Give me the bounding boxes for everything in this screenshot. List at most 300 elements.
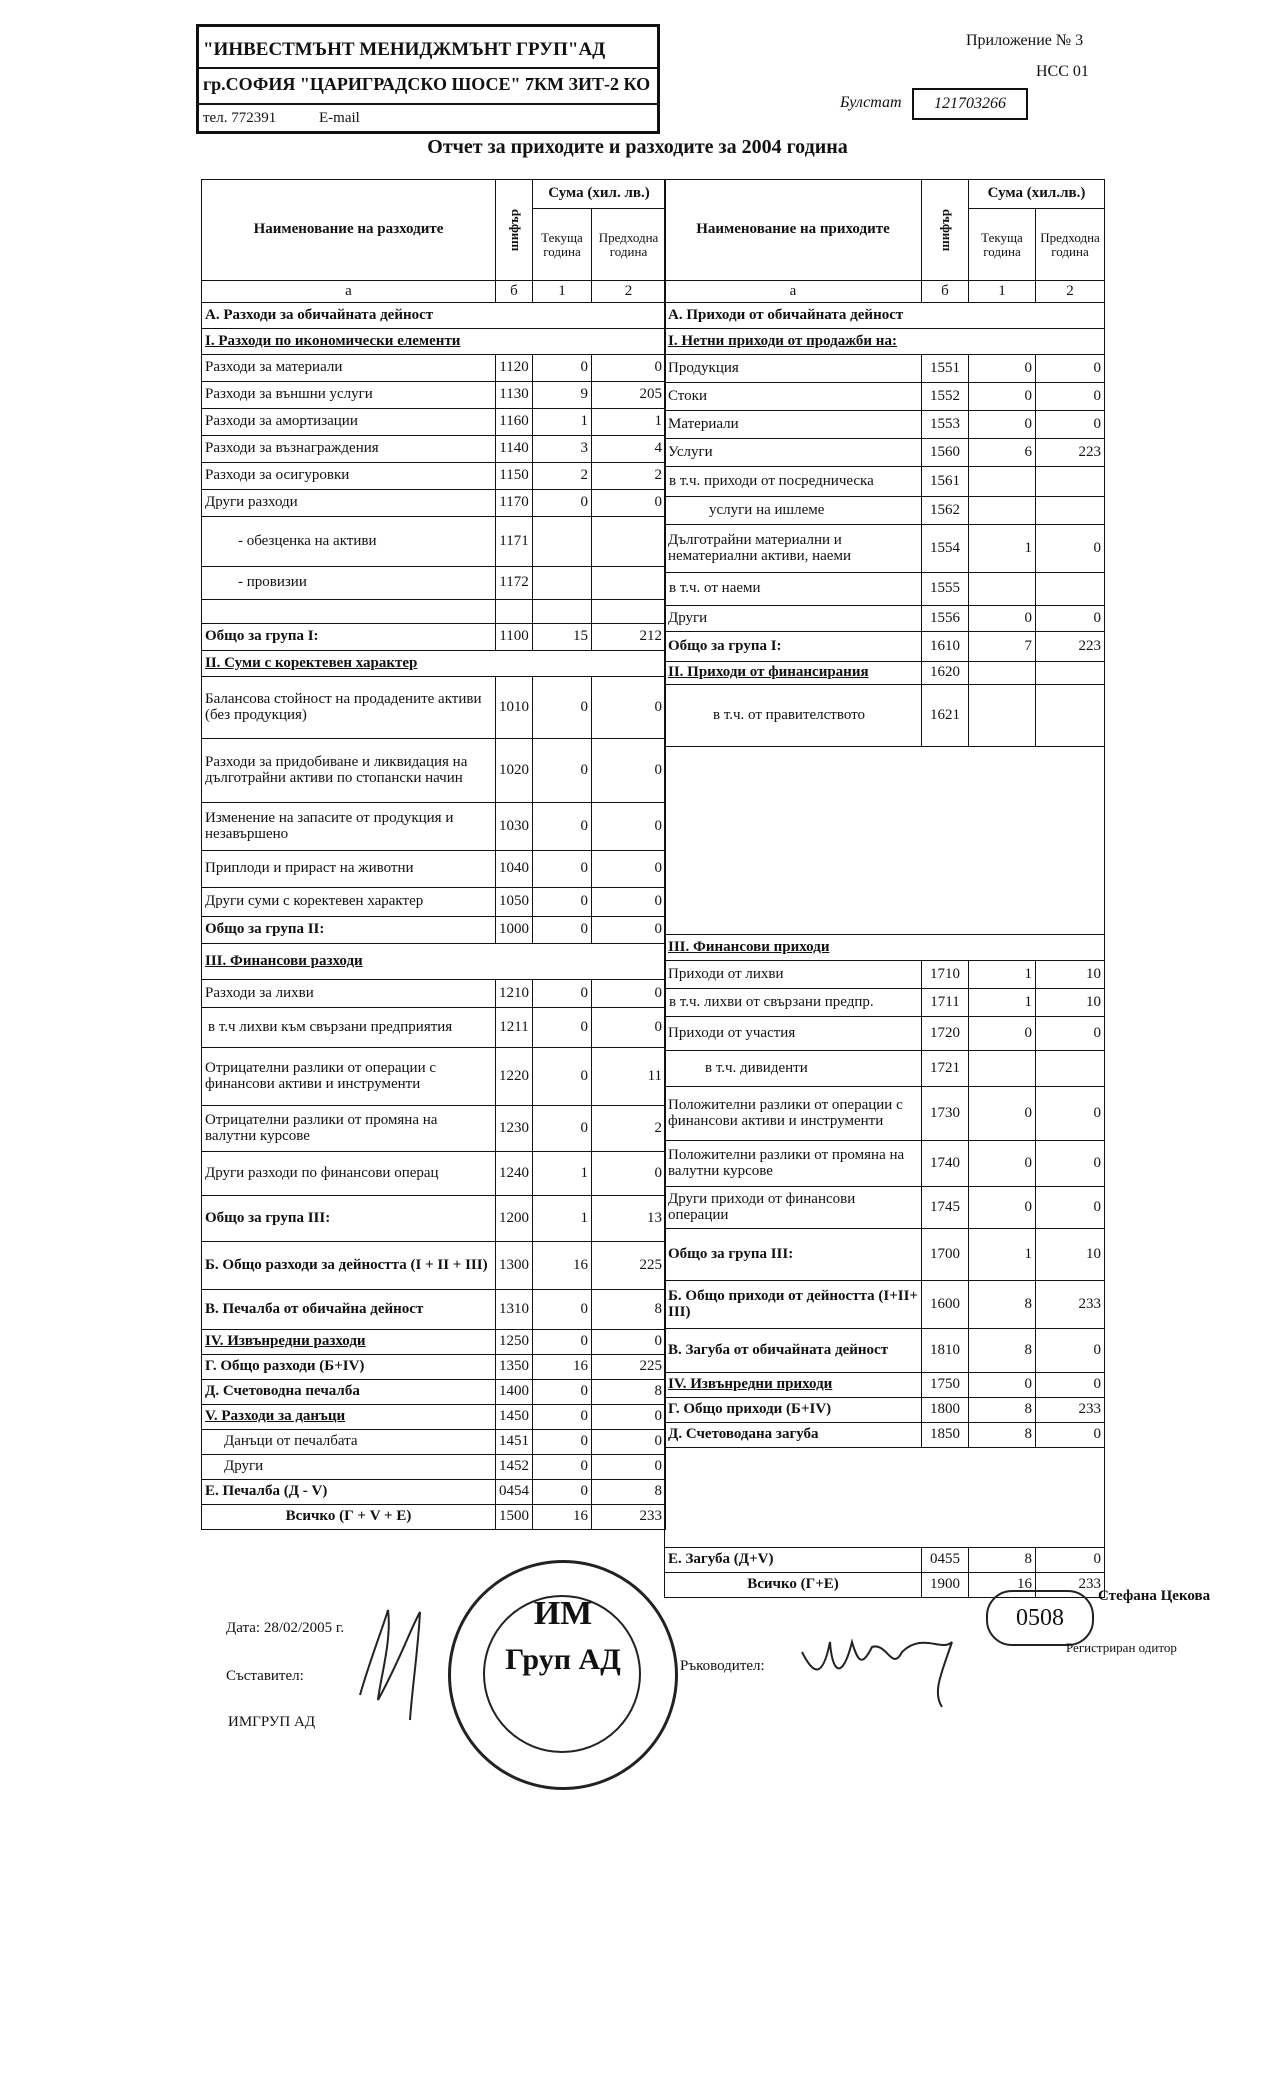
row-label: Други приходи от финансови операции bbox=[665, 1187, 922, 1229]
table-row bbox=[202, 851, 666, 888]
row-label: Общо за група III: bbox=[665, 1229, 922, 1281]
row-label: Положителни разлики от промяна на валутни курсове bbox=[665, 1141, 922, 1187]
previous-year-value: 0 bbox=[592, 1405, 666, 1430]
row-label: в т.ч. лихви от свързани предпр. bbox=[665, 989, 922, 1017]
row-code: 1555 bbox=[922, 573, 969, 606]
table-row bbox=[665, 439, 1105, 467]
previous-year-value: 0 bbox=[1036, 355, 1105, 383]
current-year-value bbox=[533, 517, 592, 567]
col-b-label: б bbox=[922, 281, 969, 303]
previous-year-value: 0 bbox=[1036, 1141, 1105, 1187]
table-row bbox=[202, 436, 666, 463]
table-row bbox=[665, 685, 1105, 747]
previous-year-header: Предходна година bbox=[1036, 209, 1105, 281]
company-name: "ИНВЕСТМЪНТ МЕНИДЖМЪНТ ГРУП"АД bbox=[203, 39, 606, 60]
current-year-value: 0 bbox=[533, 1330, 592, 1355]
previous-year-value bbox=[1036, 497, 1105, 525]
row-label: в т.ч. дивиденти bbox=[665, 1051, 922, 1087]
row-label: Разходи за материали bbox=[202, 355, 496, 382]
table-row bbox=[202, 1330, 666, 1355]
table-row bbox=[202, 739, 666, 803]
table-row bbox=[202, 600, 666, 624]
row-code: 1300 bbox=[496, 1242, 533, 1290]
expenses-table bbox=[201, 179, 666, 1530]
table-row bbox=[202, 409, 666, 436]
previous-year-value: 225 bbox=[592, 1355, 666, 1380]
row-code: 1730 bbox=[922, 1087, 969, 1141]
previous-year-value: 0 bbox=[1036, 1373, 1105, 1398]
row-label: Г. Общо приходи (Б+IV) bbox=[665, 1398, 922, 1423]
current-year-value: 0 bbox=[533, 1106, 592, 1152]
table-row bbox=[202, 303, 666, 329]
row-label: Други bbox=[665, 606, 922, 632]
row-code: 1750 bbox=[922, 1373, 969, 1398]
current-year-value: 16 bbox=[533, 1242, 592, 1290]
row-code: 1010 bbox=[496, 677, 533, 739]
row-label: II. Приходи от финансирания bbox=[665, 662, 922, 685]
col-1-label: 1 bbox=[533, 281, 592, 303]
table-row bbox=[202, 1380, 666, 1405]
previous-year-value bbox=[592, 600, 666, 624]
current-year-header: Текуща година bbox=[969, 209, 1036, 281]
previous-year-value bbox=[592, 567, 666, 600]
row-code: 1030 bbox=[496, 803, 533, 851]
row-code: 1800 bbox=[922, 1398, 969, 1423]
row-code: 1562 bbox=[922, 497, 969, 525]
previous-year-value: 0 bbox=[592, 739, 666, 803]
previous-year-value: 223 bbox=[1036, 439, 1105, 467]
row-code: 1020 bbox=[496, 739, 533, 803]
table-row bbox=[665, 497, 1105, 525]
company-address: гр.СОФИЯ "ЦАРИГРАДСКО ШОСЕ" 7КМ ЗИТ-2 КО bbox=[203, 74, 651, 94]
previous-year-value: 0 bbox=[1036, 1329, 1105, 1373]
row-code: 1171 bbox=[496, 517, 533, 567]
row-code: 1000 bbox=[496, 917, 533, 944]
current-year-value bbox=[533, 600, 592, 624]
current-year-value: 0 bbox=[533, 739, 592, 803]
row-label: Приходи от участия bbox=[665, 1017, 922, 1051]
previous-year-value: 11 bbox=[592, 1048, 666, 1106]
row-code: 1100 bbox=[496, 624, 533, 651]
row-label: Разходи за придобиване и ликвидация на дълготрайни активи по стопански начин bbox=[202, 739, 496, 803]
section-heading: I. Разходи по икономически елементи bbox=[202, 329, 666, 355]
row-code: 1050 bbox=[496, 888, 533, 917]
current-year-value: 6 bbox=[969, 439, 1036, 467]
row-label: Разходи за външни услуги bbox=[202, 382, 496, 409]
current-year-value: 0 bbox=[533, 803, 592, 851]
row-label: Материали bbox=[665, 411, 922, 439]
row-label: Изменение на запасите от продукция и незавършено bbox=[202, 803, 496, 851]
current-year-value: 0 bbox=[533, 490, 592, 517]
current-year-value: 0 bbox=[533, 1405, 592, 1430]
col-a-label: а bbox=[202, 281, 496, 303]
previous-year-value: 212 bbox=[592, 624, 666, 651]
col-a-label: а bbox=[665, 281, 922, 303]
row-label: Балансова стойност на продадените активи (без продукция) bbox=[202, 677, 496, 739]
table-row bbox=[665, 1017, 1105, 1051]
previous-year-value: 8 bbox=[592, 1290, 666, 1330]
compiler-name: ИМГРУП АД bbox=[228, 1714, 316, 1730]
row-label: В. Загуба от обичайната дейност bbox=[665, 1329, 922, 1373]
previous-year-value bbox=[1036, 1051, 1105, 1087]
row-label: Дълготрайни материални и нематериални активи, наеми bbox=[665, 525, 922, 573]
table-row bbox=[202, 517, 666, 567]
current-year-value: 0 bbox=[969, 1087, 1036, 1141]
bulstat-label: Булстат bbox=[840, 94, 902, 111]
previous-year-value: 0 bbox=[1036, 1017, 1105, 1051]
row-code: 1552 bbox=[922, 383, 969, 411]
row-code: 1740 bbox=[922, 1141, 969, 1187]
row-code: 1350 bbox=[496, 1355, 533, 1380]
row-code: 1850 bbox=[922, 1423, 969, 1448]
company-phone: тел. 772391 bbox=[203, 110, 277, 126]
section-heading: А. Приходи от обичайната дейност bbox=[665, 303, 1105, 329]
previous-year-value: 0 bbox=[592, 1152, 666, 1196]
row-label: Общо за група II: bbox=[202, 917, 496, 944]
previous-year-value: 0 bbox=[1036, 606, 1105, 632]
current-year-value: 0 bbox=[533, 1008, 592, 1048]
row-code: 1810 bbox=[922, 1329, 969, 1373]
current-year-value: 7 bbox=[969, 632, 1036, 662]
current-year-value: 0 bbox=[533, 1455, 592, 1480]
previous-year-value: 10 bbox=[1036, 1229, 1105, 1281]
previous-year-value: 0 bbox=[592, 980, 666, 1008]
current-year-value: 0 bbox=[969, 383, 1036, 411]
section-heading: II. Суми с коректевен характер bbox=[202, 651, 666, 677]
current-year-value: 16 bbox=[969, 1573, 1036, 1598]
table-row bbox=[202, 888, 666, 917]
row-code: 1450 bbox=[496, 1405, 533, 1430]
table-row bbox=[665, 467, 1105, 497]
table-row bbox=[665, 1141, 1105, 1187]
current-year-value bbox=[969, 662, 1036, 685]
previous-year-value: 233 bbox=[592, 1505, 666, 1530]
row-code: 1230 bbox=[496, 1106, 533, 1152]
table-row bbox=[202, 1290, 666, 1330]
table-row bbox=[665, 1373, 1105, 1398]
company-email-label: E-mail bbox=[319, 110, 360, 126]
row-code: 1150 bbox=[496, 463, 533, 490]
income-table bbox=[664, 179, 1105, 1598]
current-year-value: 0 bbox=[969, 355, 1036, 383]
current-year-value: 0 bbox=[969, 411, 1036, 439]
previous-year-value bbox=[1036, 685, 1105, 747]
row-label: в т.ч лихви към свързани предприятия bbox=[202, 1008, 496, 1048]
current-year-value: 1 bbox=[533, 1152, 592, 1196]
row-code: 1745 bbox=[922, 1187, 969, 1229]
row-code bbox=[496, 600, 533, 624]
row-label: Други разходи по финансови операц bbox=[202, 1152, 496, 1196]
current-year-value: 0 bbox=[969, 606, 1036, 632]
table-row bbox=[202, 677, 666, 739]
row-code: 1040 bbox=[496, 851, 533, 888]
previous-year-value: 0 bbox=[592, 677, 666, 739]
table-row bbox=[202, 329, 666, 355]
table-row bbox=[665, 1229, 1105, 1281]
table-row bbox=[665, 303, 1105, 329]
row-code: 0455 bbox=[922, 1548, 969, 1573]
row-label: Услуги bbox=[665, 439, 922, 467]
previous-year-value: 10 bbox=[1036, 961, 1105, 989]
table-row bbox=[665, 1281, 1105, 1329]
row-code: 1170 bbox=[496, 490, 533, 517]
table-row bbox=[665, 411, 1105, 439]
current-year-value: 0 bbox=[533, 851, 592, 888]
row-code: 1554 bbox=[922, 525, 969, 573]
table-row bbox=[665, 1448, 1105, 1548]
table-row bbox=[202, 1048, 666, 1106]
previous-year-value: 0 bbox=[592, 917, 666, 944]
row-label: в т.ч. от наеми bbox=[665, 573, 922, 606]
previous-year-value: 0 bbox=[1036, 383, 1105, 411]
row-label: Б. Общо приходи от дейността (I+II+ III) bbox=[665, 1281, 922, 1329]
table-row bbox=[665, 989, 1105, 1017]
previous-year-value: 223 bbox=[1036, 632, 1105, 662]
row-label: IV. Извънредни приходи bbox=[665, 1373, 922, 1398]
blank-area bbox=[665, 747, 1105, 935]
previous-year-value: 0 bbox=[592, 355, 666, 382]
previous-year-value bbox=[1036, 573, 1105, 606]
previous-year-value: 0 bbox=[1036, 1423, 1105, 1448]
previous-year-value: 2 bbox=[592, 1106, 666, 1152]
row-label: В. Печалба от обичайна дейност bbox=[202, 1290, 496, 1330]
row-code: 1210 bbox=[496, 980, 533, 1008]
row-label: Всичко (Г+Е) bbox=[665, 1573, 922, 1598]
previous-year-value: 0 bbox=[592, 851, 666, 888]
row-code: 1710 bbox=[922, 961, 969, 989]
company-header bbox=[196, 24, 660, 134]
row-code: 1620 bbox=[922, 662, 969, 685]
table-row bbox=[665, 935, 1105, 961]
current-year-value: 8 bbox=[969, 1329, 1036, 1373]
current-year-value: 1 bbox=[969, 525, 1036, 573]
previous-year-value: 233 bbox=[1036, 1281, 1105, 1329]
previous-year-value: 10 bbox=[1036, 989, 1105, 1017]
col-2-label: 2 bbox=[592, 281, 666, 303]
current-year-value: 0 bbox=[533, 1430, 592, 1455]
compiler-signature-icon bbox=[340, 1600, 450, 1730]
previous-year-value: 0 bbox=[592, 888, 666, 917]
report-title: Отчет за приходите и разходите за 2004 година bbox=[427, 136, 848, 158]
row-label: Е. Печалба (Д - V) bbox=[202, 1480, 496, 1505]
previous-year-value: 205 bbox=[592, 382, 666, 409]
row-code: 1621 bbox=[922, 685, 969, 747]
row-label: Други bbox=[202, 1455, 496, 1480]
previous-year-value: 2 bbox=[592, 463, 666, 490]
current-year-value bbox=[969, 497, 1036, 525]
code-header: шифър bbox=[922, 180, 969, 281]
auditor-title: Регистриран одитор bbox=[1066, 1640, 1177, 1655]
table-row bbox=[202, 1355, 666, 1380]
row-code: 1711 bbox=[922, 989, 969, 1017]
table-row bbox=[202, 1480, 666, 1505]
row-code: 1551 bbox=[922, 355, 969, 383]
current-year-value: 8 bbox=[969, 1423, 1036, 1448]
table-row bbox=[202, 567, 666, 600]
table-row bbox=[202, 1196, 666, 1242]
row-label: Общо за група I: bbox=[665, 632, 922, 662]
table-row bbox=[202, 651, 666, 677]
row-code: 1140 bbox=[496, 436, 533, 463]
table-row bbox=[665, 961, 1105, 989]
current-year-value: 1 bbox=[969, 961, 1036, 989]
table-row bbox=[665, 662, 1105, 685]
table-row bbox=[665, 1423, 1105, 1448]
row-label: Е. Загуба (Д+V) bbox=[665, 1548, 922, 1573]
previous-year-value bbox=[1036, 467, 1105, 497]
previous-year-value: 0 bbox=[1036, 1087, 1105, 1141]
row-label: Продукция bbox=[665, 355, 922, 383]
current-year-value: 1 bbox=[533, 1196, 592, 1242]
blank-area bbox=[665, 1448, 1105, 1548]
auditor-reg-number: 0508 bbox=[986, 1590, 1094, 1646]
row-label: Г. Общо разходи (Б+IV) bbox=[202, 1355, 496, 1380]
table-row bbox=[202, 1242, 666, 1290]
table-row bbox=[665, 383, 1105, 411]
table-row bbox=[202, 944, 666, 980]
table-row bbox=[665, 1187, 1105, 1229]
row-label: Други разходи bbox=[202, 490, 496, 517]
table-row bbox=[665, 525, 1105, 573]
row-label: - провизии bbox=[202, 567, 496, 600]
current-year-value: 3 bbox=[533, 436, 592, 463]
row-label: Разходи за осигуровки bbox=[202, 463, 496, 490]
previous-year-value: 0 bbox=[592, 803, 666, 851]
table-row bbox=[202, 1405, 666, 1430]
current-year-value: 1 bbox=[533, 409, 592, 436]
appendix-label: Приложение № 3 bbox=[966, 32, 1084, 49]
current-year-value: 8 bbox=[969, 1548, 1036, 1573]
table-row bbox=[665, 1398, 1105, 1423]
col-2-label: 2 bbox=[1036, 281, 1105, 303]
table-row bbox=[202, 624, 666, 651]
table-row bbox=[665, 747, 1105, 935]
col-b-label: б bbox=[496, 281, 533, 303]
previous-year-value: 0 bbox=[592, 1430, 666, 1455]
row-code: 1130 bbox=[496, 382, 533, 409]
current-year-value bbox=[969, 685, 1036, 747]
previous-year-value: 13 bbox=[592, 1196, 666, 1242]
row-label: Положителни разлики от операции с финансови активи и инструменти bbox=[665, 1087, 922, 1141]
table-row bbox=[202, 980, 666, 1008]
row-label: Б. Общо разходи за дейността (I + II + III) bbox=[202, 1242, 496, 1290]
row-label: в т.ч. приходи от посредническа bbox=[665, 467, 922, 497]
row-code: 1310 bbox=[496, 1290, 533, 1330]
current-year-value: 0 bbox=[533, 1380, 592, 1405]
row-label: IV. Извънредни разходи bbox=[202, 1330, 496, 1355]
row-code: 1211 bbox=[496, 1008, 533, 1048]
row-code: 1561 bbox=[922, 467, 969, 497]
table-row bbox=[665, 1051, 1105, 1087]
table-row bbox=[665, 606, 1105, 632]
row-label: V. Разходи за данъци bbox=[202, 1405, 496, 1430]
sum-header: Сума (хил. лв.) bbox=[533, 180, 666, 209]
auditor-name: Стефана Цекова bbox=[1098, 1588, 1211, 1604]
row-code: 1600 bbox=[922, 1281, 969, 1329]
row-label: в т.ч. от правителството bbox=[665, 685, 922, 747]
table-row bbox=[202, 803, 666, 851]
section-heading: III. Финансови приходи bbox=[665, 935, 1105, 961]
previous-year-value: 0 bbox=[1036, 1548, 1105, 1573]
section-heading: III. Финансови разходи bbox=[202, 944, 666, 980]
current-year-value: 0 bbox=[533, 917, 592, 944]
current-year-value: 16 bbox=[533, 1505, 592, 1530]
row-code: 1721 bbox=[922, 1051, 969, 1087]
row-code: 1172 bbox=[496, 567, 533, 600]
row-code: 1120 bbox=[496, 355, 533, 382]
report-date: Дата: 28/02/2005 г. bbox=[226, 1620, 345, 1636]
table-row bbox=[202, 1455, 666, 1480]
row-label: Общо за група III: bbox=[202, 1196, 496, 1242]
previous-year-value: 0 bbox=[592, 490, 666, 517]
manager-label: Ръководител: bbox=[680, 1658, 765, 1674]
previous-year-value bbox=[592, 517, 666, 567]
row-code: 1553 bbox=[922, 411, 969, 439]
row-label: Данъци от печалбата bbox=[202, 1430, 496, 1455]
previous-year-value: 8 bbox=[592, 1480, 666, 1505]
compiler-label: Съставител: bbox=[226, 1668, 304, 1684]
current-year-value: 1 bbox=[969, 1229, 1036, 1281]
previous-year-value bbox=[1036, 662, 1105, 685]
row-label: Разходи за възнаграждения bbox=[202, 436, 496, 463]
row-code: 1452 bbox=[496, 1455, 533, 1480]
previous-year-value: 0 bbox=[1036, 525, 1105, 573]
current-year-value bbox=[969, 573, 1036, 606]
company-seal: ИМ Груп АД bbox=[448, 1560, 678, 1790]
table-row bbox=[665, 632, 1105, 662]
row-code: 1400 bbox=[496, 1380, 533, 1405]
previous-year-value: 0 bbox=[592, 1455, 666, 1480]
row-label: Отрицателни разлики от промяна на валутни курсове bbox=[202, 1106, 496, 1152]
row-label: услуги на ишлеме bbox=[665, 497, 922, 525]
table-row bbox=[665, 1329, 1105, 1373]
table-row bbox=[202, 1008, 666, 1048]
row-code: 0454 bbox=[496, 1480, 533, 1505]
table-row bbox=[202, 1505, 666, 1530]
current-year-value bbox=[969, 467, 1036, 497]
standard-label: НСС 01 bbox=[1036, 63, 1089, 80]
previous-year-value: 0 bbox=[592, 1008, 666, 1048]
bulstat-value: 121703266 bbox=[912, 88, 1028, 120]
previous-year-value: 4 bbox=[592, 436, 666, 463]
row-label: Разходи за лихви bbox=[202, 980, 496, 1008]
row-code: 1160 bbox=[496, 409, 533, 436]
row-code: 1500 bbox=[496, 1505, 533, 1530]
current-year-value: 1 bbox=[969, 989, 1036, 1017]
current-year-value: 0 bbox=[533, 677, 592, 739]
current-year-value: 16 bbox=[533, 1355, 592, 1380]
previous-year-value: 0 bbox=[1036, 411, 1105, 439]
table-row bbox=[202, 382, 666, 409]
col-1-label: 1 bbox=[969, 281, 1036, 303]
row-label: Отрицателни разлики от операции с финансови активи и инструменти bbox=[202, 1048, 496, 1106]
table-row bbox=[202, 1430, 666, 1455]
row-code: 1451 bbox=[496, 1430, 533, 1455]
current-year-value bbox=[969, 1051, 1036, 1087]
row-label: Всичко (Г + V + Е) bbox=[202, 1505, 496, 1530]
row-label: Общо за група I: bbox=[202, 624, 496, 651]
current-year-value: 8 bbox=[969, 1398, 1036, 1423]
section-heading: I. Нетни приходи от продажби на: bbox=[665, 329, 1105, 355]
current-year-value: 0 bbox=[533, 1480, 592, 1505]
table-row bbox=[202, 490, 666, 517]
current-year-value: 0 bbox=[533, 980, 592, 1008]
previous-year-value: 225 bbox=[592, 1242, 666, 1290]
current-year-value: 0 bbox=[969, 1187, 1036, 1229]
row-code: 1556 bbox=[922, 606, 969, 632]
table-row bbox=[665, 1548, 1105, 1573]
table-row bbox=[665, 355, 1105, 383]
